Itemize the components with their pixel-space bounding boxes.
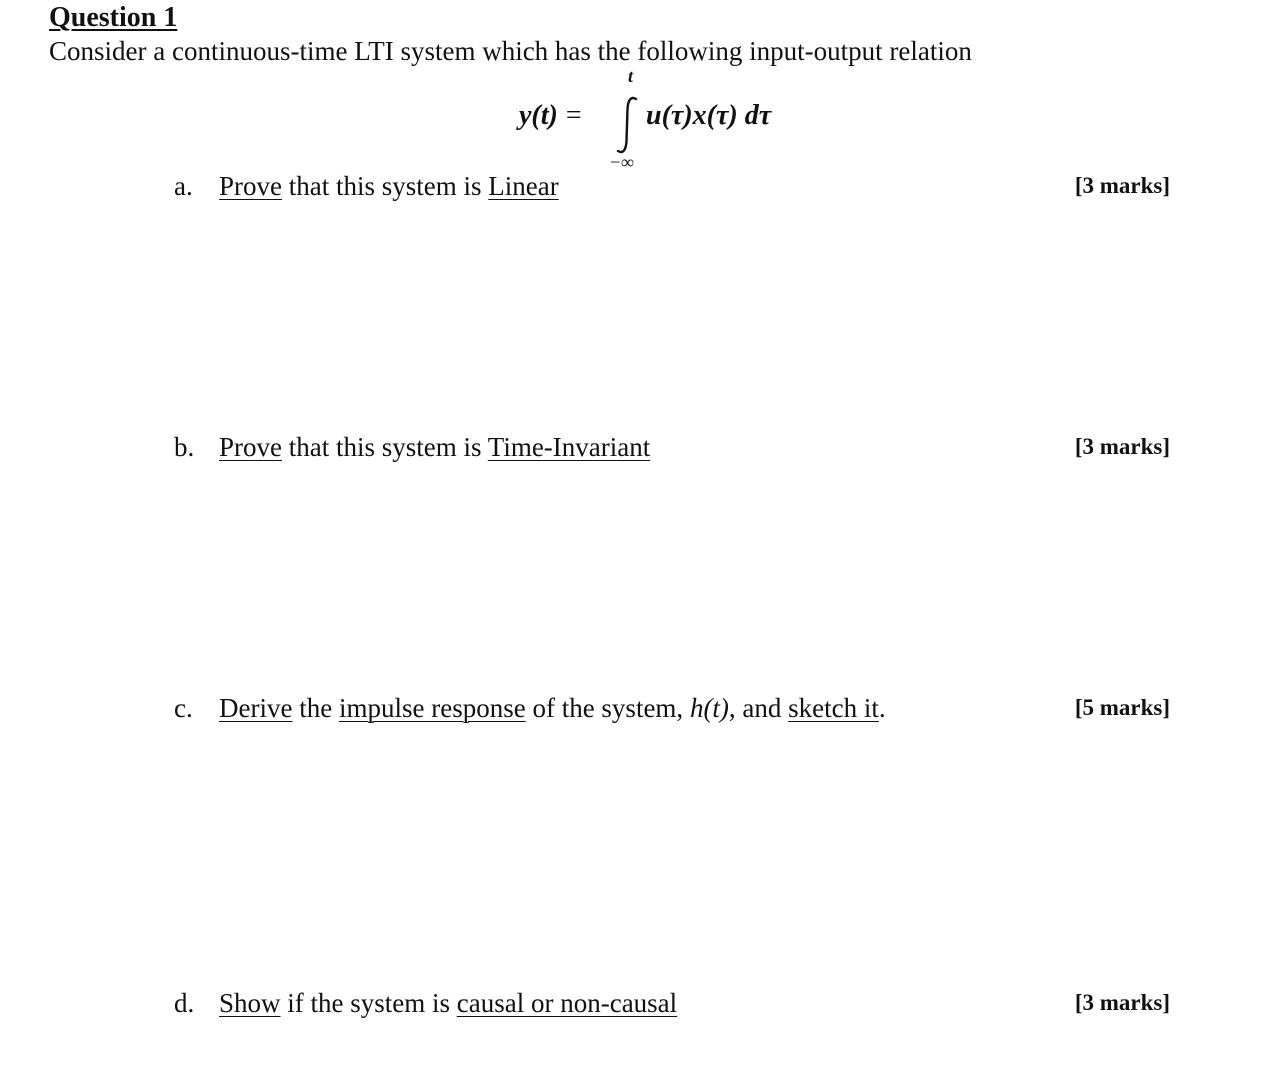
part-d-letter: d. — [174, 988, 195, 1018]
equation-lhs — [519, 100, 582, 132]
part-a-text-1: that this system is — [282, 171, 489, 201]
part-c-impulse-symbol: h(t) — [689, 693, 729, 723]
part-a-letter: a. — [174, 171, 193, 201]
part-a — [174, 171, 1170, 207]
question-title: Question 1 — [49, 2, 178, 33]
question-intro: Consider a continuous-time LTI system which has the following input-output relation — [49, 36, 972, 66]
part-b — [174, 432, 1170, 468]
integral-sign-icon — [612, 95, 642, 155]
part-b-keyword: Time-Invariant — [487, 432, 651, 462]
integrand: u(τ)x(τ) dτ — [646, 100, 772, 131]
part-b-letter: b. — [174, 432, 195, 462]
part-c-text-2: of the system, — [525, 693, 690, 723]
part-c-keyword-2: sketch it — [788, 693, 879, 723]
part-c-letter: c. — [174, 693, 193, 723]
part-a-marks: [3 marks] — [1074, 173, 1170, 198]
part-d-text — [219, 988, 677, 1019]
part-c-text-3: , and — [728, 693, 789, 723]
part-c-keyword: impulse response — [338, 693, 526, 723]
equation-equals: = — [565, 100, 582, 131]
part-b-text — [219, 432, 650, 463]
part-a-keyword: Linear — [488, 171, 559, 201]
part-d-verb: Show — [219, 988, 281, 1018]
part-d — [174, 988, 1170, 1024]
part-c-verb: Derive — [219, 693, 293, 723]
part-a-verb: Prove — [219, 171, 282, 201]
part-c-marks: [5 marks] — [1074, 695, 1170, 720]
part-b-verb: Prove — [219, 432, 282, 462]
equation-lhs-term: y(t) — [519, 100, 558, 131]
part-c-text-1: the — [292, 693, 339, 723]
part-c-text — [219, 693, 886, 724]
part-c-text-4: . — [878, 693, 886, 723]
part-a-text — [219, 171, 559, 202]
part-c — [174, 693, 1170, 729]
part-d-keyword: causal or non-causal — [456, 988, 678, 1018]
part-b-marks: [3 marks] — [1074, 434, 1170, 459]
part-d-marks: [3 marks] — [1074, 990, 1170, 1015]
integral-upper-limit: t — [628, 66, 634, 86]
integral-lower-limit: −∞ — [609, 152, 634, 172]
part-b-text-1: that this system is — [282, 432, 488, 462]
part-d-text-1: if the system is — [280, 988, 457, 1018]
